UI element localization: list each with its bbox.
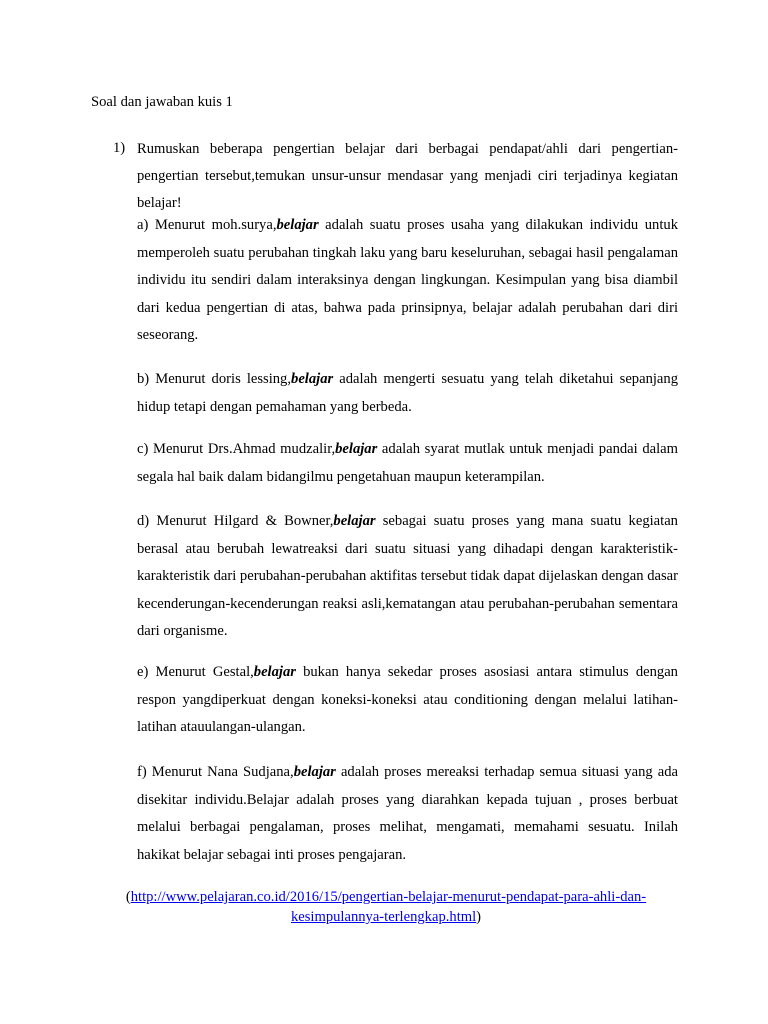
answer-a — [137, 212, 678, 350]
question-text: Rumuskan beberapa pengertian belajar dari berbagai pendapat/ahli dari pengertian-pengertian tersebut,temukan unsur-unsur mendasar yang menjadi ciri terjadinya kegiatan belajar! — [137, 141, 678, 211]
answer-f — [137, 759, 678, 869]
answer-d-keyword: belajar — [333, 513, 376, 529]
answer-f-keyword: belajar — [293, 764, 336, 780]
answer-a-lead: a) Menurut moh.surya, — [137, 217, 277, 233]
question-number: 1) — [113, 140, 126, 156]
answer-c-keyword: belajar — [335, 441, 378, 457]
answer-e-keyword: belajar — [253, 664, 296, 680]
answer-b-keyword: belajar — [291, 371, 334, 387]
document-title: Soal dan jawaban kuis 1 — [91, 94, 233, 110]
answer-e — [137, 659, 678, 742]
reference-close-paren: ) — [476, 909, 482, 925]
answer-e-lead: e) Menurut Gestal, — [137, 664, 254, 680]
answer-f-text: adalah proses mereaksi terhadap semua situasi yang ada disekitar individu.Belajar adalah proses yang diarahkan kepada tujuan , proses berbuat melalui berbagai pengalaman, proses melihat, mengamati, memahami sesuatu. Inilah hakikat belajar sebagai inti proses pengajaran. — [137, 764, 678, 863]
reference — [100, 887, 672, 927]
reference-open-paren: ( — [125, 889, 131, 905]
answer-d — [137, 508, 678, 646]
answer-d-lead: d) Menurut Hilgard & Bowner, — [137, 513, 334, 529]
reference-link-line2: kesimpulannya-terlengkap.html — [290, 909, 477, 925]
answer-f-lead: f) Menurut Nana Sudjana, — [137, 764, 294, 780]
answer-b-lead: b) Menurut doris lessing, — [137, 371, 292, 387]
answer-e-text: bukan hanya sekedar proses asosiasi antara stimulus dengan respon yangdiperkuat dengan koneksi-koneksi atau conditioning dengan melalui latihan-latihan atauulangan-ulangan. — [137, 664, 678, 735]
answer-c-text: adalah syarat mutlak untuk menjadi pandai dalam segala hal baik dalam bidangilmu pengetahuan maupun keterampilan. — [137, 441, 678, 485]
answer-c — [137, 436, 678, 491]
reference-link-line1: http://www.pelajaran.co.id/2016/15/pengertian-belajar-menurut-pendapat-para-ahli-dan- — [130, 889, 647, 905]
answer-c-lead: c) Menurut Drs.Ahmad mudzalir, — [137, 441, 336, 457]
answer-b — [137, 366, 678, 421]
reference-link[interactable] — [131, 889, 646, 925]
answer-a-keyword: belajar — [276, 217, 319, 233]
answer-d-text: sebagai suatu proses yang mana suatu kegiatan berasal atau berubah lewatreaksi dari suatu situasi yang dihadapi dengan karakteristik-karakteristik dari perubahan-perubahan aktifitas tersebut tidak dapat dijelaskan dengan dasar kecenderungan-kecenderungan reaksi asli,kematangan atau perubahan-perubahan sementara dari organisme. — [137, 513, 678, 639]
answer-b-text: adalah mengerti sesuatu yang telah diketahui sepanjang hidup tetapi dengan pemahaman yang berbeda. — [137, 371, 678, 415]
answer-a-text: adalah suatu proses usaha yang dilakukan individu untuk memperoleh suatu perubahan tingkah laku yang baru keseluruhan, sebagai hasil pengalaman individu itu sendiri dalam interaksinya dengan lingkungan. Kesimpulan yang bisa diambil dari kedua pengertian di atas, bahwa pada prinsipnya, belajar adalah perubahan dari diri seseorang. — [137, 217, 678, 343]
